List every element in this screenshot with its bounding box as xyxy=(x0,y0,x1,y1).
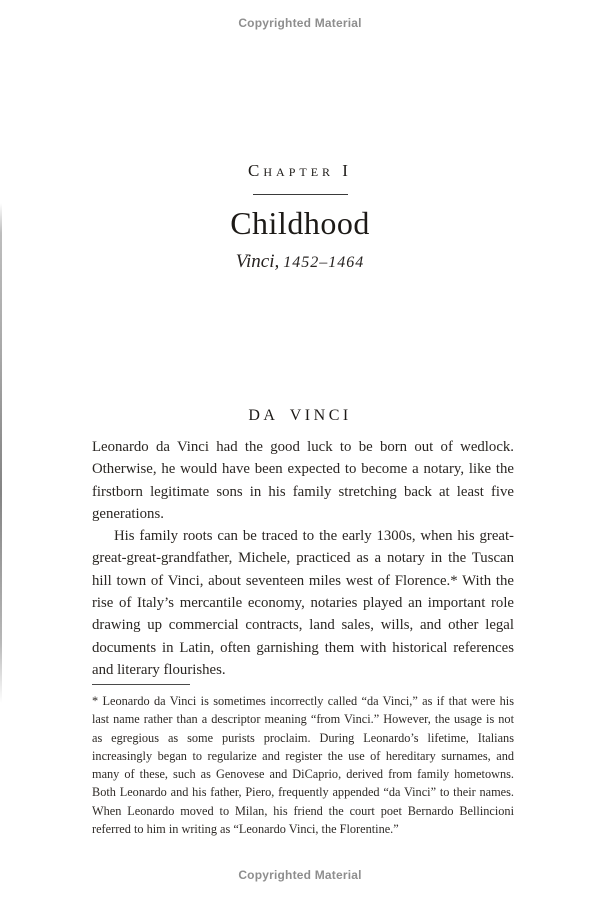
body-text-block xyxy=(92,436,514,681)
section-heading: DA VINCI xyxy=(248,407,352,424)
footnote-text xyxy=(92,692,514,838)
paragraph-2: His family roots can be traced to the early 1300s, when his great-great-great-grandfather, Michele, practiced as a notary in the Tuscan hill town of Vinci, about seventeen miles west of Florence.* With the rise of Italy’s mercantile economy, notaries played an important role drawing up commercial contracts, land sales, wills, and other legal documents in Latin, often garnishing them with historical references and literary flourishes. xyxy=(92,528,514,678)
footnote-block xyxy=(92,684,514,838)
chapter-subtitle xyxy=(0,251,600,273)
copyright-notice-bottom: Copyrighted Material xyxy=(238,868,362,882)
copyright-notice-top: Copyrighted Material xyxy=(238,16,362,30)
page-edge-scan-line xyxy=(0,203,2,703)
chapter-number: Chapter I xyxy=(248,161,352,180)
chapter-subtitle-place: Vinci, xyxy=(235,251,280,272)
footnote-marker: * xyxy=(92,694,99,708)
chapter-heading-block xyxy=(0,161,600,273)
chapter-subtitle-dates: 1452–1464 xyxy=(283,254,365,271)
chapter-divider-rule xyxy=(253,194,348,195)
footnote-divider-rule xyxy=(92,684,190,685)
footnote-body: Leonardo da Vinci is sometimes incorrectly called “da Vinci,” as if that were his last name rather than a descriptor meaning “from Vinci.” However, the usage is not as egregious as some purists proclaim. During Leonardo’s lifetime, Italians increasingly began to regularize and register the use of hereditary surnames, and many of these, such as Genovese and DiCaprio, derived from family hometowns. Both Leonardo and his father, Piero, frequently appended “da Vinci” to their names. When Leonardo moved to Milan, his friend the court poet Bernardo Bellincioni referred to him in writing as “Leonardo Vinci, the Florentine.” xyxy=(92,694,514,837)
paragraph-1: Leonardo da Vinci had the good luck to be born out of wedlock. Otherwise, he would have been expected to become a notary, like the firstborn legitimate sons in his family stretching back at least five generations. xyxy=(92,439,514,522)
chapter-title: Childhood xyxy=(230,205,370,241)
